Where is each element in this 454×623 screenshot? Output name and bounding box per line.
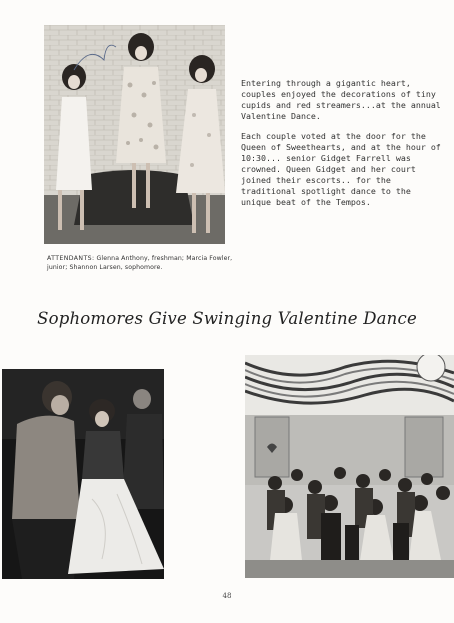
story-paragraph-1: Entering through a gigantic heart, couples enjoyed the decorations of tiny cupids and red streamers...at the annual Valentine Dance. [241,78,441,121]
story-paragraph-2: Each couple voted at the door for the Queen of Sweethearts, and at the hour of 10:30... senior Gidget Farrell was crowned. Queen Gidget and her court joined their escorts.. for the traditional spotlight dance to the unique beat of the Tempos. [241,131,441,207]
attendants-label: ATTENDANTS: [47,255,95,262]
page-headline: Sophomores Give Swinging Valentine Dance [37,309,417,328]
attendants-caption [47,254,237,272]
attendants-names: Glenna Anthony, freshman; Marcia Fowler, junior; Shannon Larsen, sophomore. [47,255,233,271]
dancing-couple-photo-art [2,369,164,579]
dance-floor-crowd-photo [245,355,454,578]
dancing-couple-photo [2,369,164,579]
story-text [241,78,441,217]
queen-and-court-photo [44,25,225,244]
dance-floor-crowd-photo-art [245,355,454,578]
queen-and-court-photo-art [44,25,225,244]
page-number: 48 [222,592,232,600]
